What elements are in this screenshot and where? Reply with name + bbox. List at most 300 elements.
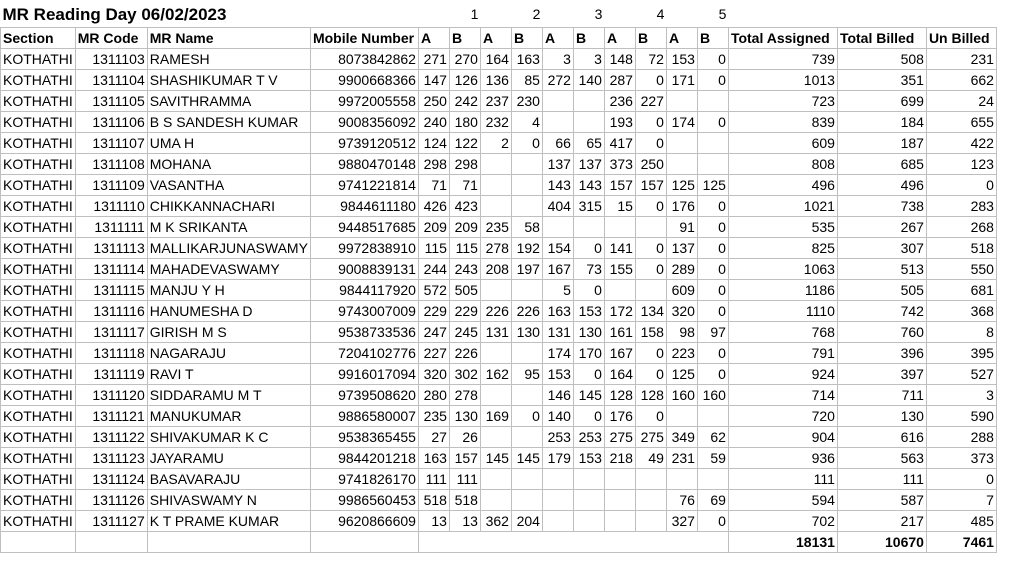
cell-mr-code[interactable]: 1311111 xyxy=(75,217,147,238)
header-total-billed[interactable]: Total Billed xyxy=(837,28,926,49)
cell-mobile-number[interactable]: 9844201218 xyxy=(310,448,418,469)
cell-g4-b[interactable]: 49 xyxy=(635,448,666,469)
cell-g2-b[interactable] xyxy=(511,427,542,448)
cell-total-billed[interactable]: 587 xyxy=(837,490,926,511)
cell-mobile-number[interactable]: 9886580007 xyxy=(310,406,418,427)
cell-total-billed[interactable]: 616 xyxy=(837,427,926,448)
cell-mr-code[interactable]: 1311126 xyxy=(75,490,147,511)
cell-g3-b[interactable]: 170 xyxy=(573,343,604,364)
header-g3-a[interactable]: A xyxy=(542,28,573,49)
empty-cell[interactable] xyxy=(418,532,449,553)
cell-g2-a[interactable] xyxy=(480,175,511,196)
cell-g4-b[interactable]: 0 xyxy=(635,238,666,259)
cell-g5-b[interactable]: 0 xyxy=(697,343,728,364)
cell-g3-b[interactable]: 153 xyxy=(573,301,604,322)
cell-un-billed[interactable]: 681 xyxy=(926,280,996,301)
cell-g2-b[interactable]: 192 xyxy=(511,238,542,259)
cell-total-billed[interactable]: 307 xyxy=(837,238,926,259)
header-mr-name[interactable]: MR Name xyxy=(147,28,310,49)
cell-mr-name[interactable]: HANUMESHA D xyxy=(147,301,310,322)
cell-g1-b[interactable]: 13 xyxy=(449,511,480,532)
cell-g3-a[interactable]: 179 xyxy=(542,448,573,469)
cell-g4-a[interactable]: 15 xyxy=(604,196,635,217)
cell-mr-code[interactable]: 1311104 xyxy=(75,70,147,91)
cell-g3-b[interactable]: 143 xyxy=(573,175,604,196)
cell-g1-b[interactable]: 229 xyxy=(449,301,480,322)
cell-g4-b[interactable] xyxy=(635,511,666,532)
cell-mobile-number[interactable]: 9844117920 xyxy=(310,280,418,301)
cell-g5-b[interactable]: 0 xyxy=(697,70,728,91)
cell-g3-a[interactable]: 272 xyxy=(542,70,573,91)
cell-g1-a[interactable]: 163 xyxy=(418,448,449,469)
cell-g2-a[interactable]: 278 xyxy=(480,238,511,259)
cell-section[interactable]: KOTHATHI xyxy=(1,448,76,469)
cell-g3-a[interactable]: 163 xyxy=(542,301,573,322)
cell-g2-a[interactable]: 362 xyxy=(480,511,511,532)
cell-g3-a[interactable] xyxy=(542,490,573,511)
cell-g2-a[interactable] xyxy=(480,490,511,511)
cell-g1-a[interactable]: 271 xyxy=(418,49,449,70)
cell-g5-a[interactable]: 137 xyxy=(666,238,697,259)
header-un-billed[interactable]: Un Billed xyxy=(926,28,996,49)
cell-mr-code[interactable]: 1311118 xyxy=(75,343,147,364)
cell-g3-b[interactable] xyxy=(573,511,604,532)
cell-g3-a[interactable]: 153 xyxy=(542,364,573,385)
cell-g5-a[interactable]: 231 xyxy=(666,448,697,469)
cell-g1-b[interactable]: 245 xyxy=(449,322,480,343)
cell-g4-a[interactable] xyxy=(604,490,635,511)
cell-g4-a[interactable]: 417 xyxy=(604,133,635,154)
cell-g1-a[interactable]: 247 xyxy=(418,322,449,343)
cell-g3-b[interactable] xyxy=(573,112,604,133)
header-total-assigned[interactable]: Total Assigned xyxy=(728,28,837,49)
header-g4-a[interactable]: A xyxy=(604,28,635,49)
cell-g1-a[interactable]: 13 xyxy=(418,511,449,532)
cell-g5-b[interactable] xyxy=(697,154,728,175)
cell-un-billed[interactable]: 373 xyxy=(926,448,996,469)
cell-g1-a[interactable]: 147 xyxy=(418,70,449,91)
cell-mr-name[interactable]: MAHADEVASWAMY xyxy=(147,259,310,280)
header-g5-b[interactable]: B xyxy=(697,28,728,49)
cell-g5-a[interactable] xyxy=(666,154,697,175)
cell-g4-b[interactable] xyxy=(635,280,666,301)
cell-total-assigned[interactable]: 1063 xyxy=(728,259,837,280)
cell-mobile-number[interactable]: 9538365455 xyxy=(310,427,418,448)
cell-g1-b[interactable]: 302 xyxy=(449,364,480,385)
empty-cell[interactable] xyxy=(310,532,418,553)
cell-g5-a[interactable]: 289 xyxy=(666,259,697,280)
empty-cell[interactable] xyxy=(147,532,310,553)
cell-mr-code[interactable]: 1311117 xyxy=(75,322,147,343)
cell-g4-a[interactable]: 287 xyxy=(604,70,635,91)
cell-g3-a[interactable]: 3 xyxy=(542,49,573,70)
cell-g1-b[interactable]: 130 xyxy=(449,406,480,427)
cell-total-billed[interactable]: 513 xyxy=(837,259,926,280)
cell-g2-b[interactable] xyxy=(511,280,542,301)
cell-g1-a[interactable]: 426 xyxy=(418,196,449,217)
cell-g3-b[interactable] xyxy=(573,469,604,490)
cell-g2-a[interactable]: 232 xyxy=(480,112,511,133)
cell-g5-a[interactable]: 171 xyxy=(666,70,697,91)
cell-mobile-number[interactable]: 9741826170 xyxy=(310,469,418,490)
cell-mr-code[interactable]: 1311108 xyxy=(75,154,147,175)
cell-total-billed[interactable]: 685 xyxy=(837,154,926,175)
cell-g5-b[interactable]: 59 xyxy=(697,448,728,469)
cell-g4-b[interactable]: 0 xyxy=(635,343,666,364)
group-number-1[interactable]: 1 xyxy=(449,2,480,28)
cell-g3-a[interactable]: 154 xyxy=(542,238,573,259)
cell-g2-b[interactable] xyxy=(511,469,542,490)
cell-g1-b[interactable]: 298 xyxy=(449,154,480,175)
cell-mr-code[interactable]: 1311127 xyxy=(75,511,147,532)
cell-g4-a[interactable]: 218 xyxy=(604,448,635,469)
cell-section[interactable]: KOTHATHI xyxy=(1,406,76,427)
cell-mobile-number[interactable]: 9008356092 xyxy=(310,112,418,133)
cell-un-billed[interactable]: 422 xyxy=(926,133,996,154)
cell-total-assigned[interactable]: 594 xyxy=(728,490,837,511)
cell-mr-name[interactable]: CHIKKANNACHARI xyxy=(147,196,310,217)
cell-g5-a[interactable]: 320 xyxy=(666,301,697,322)
header-g2-a[interactable]: A xyxy=(480,28,511,49)
cell-mr-name[interactable]: SHASHIKUMAR T V xyxy=(147,70,310,91)
cell-total-assigned[interactable]: 924 xyxy=(728,364,837,385)
cell-g2-b[interactable]: 197 xyxy=(511,259,542,280)
cell-g5-b[interactable]: 160 xyxy=(697,385,728,406)
cell-g4-a[interactable] xyxy=(604,469,635,490)
cell-g4-a[interactable]: 172 xyxy=(604,301,635,322)
cell-mr-name[interactable]: K T PRAME KUMAR xyxy=(147,511,310,532)
cell-mr-code[interactable]: 1311114 xyxy=(75,259,147,280)
cell-total-assigned[interactable]: 720 xyxy=(728,406,837,427)
cell-g3-b[interactable]: 140 xyxy=(573,70,604,91)
cell-g5-a[interactable]: 609 xyxy=(666,280,697,301)
cell-g2-a[interactable] xyxy=(480,280,511,301)
cell-mr-name[interactable]: SIDDARAMU M T xyxy=(147,385,310,406)
cell-total-billed[interactable]: 760 xyxy=(837,322,926,343)
cell-section[interactable]: KOTHATHI xyxy=(1,511,76,532)
cell-g5-b[interactable]: 0 xyxy=(697,217,728,238)
cell-g3-a[interactable]: 143 xyxy=(542,175,573,196)
cell-g5-b[interactable]: 0 xyxy=(697,511,728,532)
cell-g2-b[interactable]: 230 xyxy=(511,91,542,112)
cell-mr-name[interactable]: RAVI T xyxy=(147,364,310,385)
cell-mobile-number[interactable]: 9739508620 xyxy=(310,385,418,406)
cell-mr-name[interactable]: GIRISH M S xyxy=(147,322,310,343)
cell-un-billed[interactable]: 527 xyxy=(926,364,996,385)
cell-g4-b[interactable]: 0 xyxy=(635,406,666,427)
cell-g4-b[interactable]: 0 xyxy=(635,259,666,280)
cell-g1-b[interactable]: 126 xyxy=(449,70,480,91)
cell-section[interactable]: KOTHATHI xyxy=(1,70,76,91)
cell-g2-b[interactable] xyxy=(511,490,542,511)
cell-g3-b[interactable]: 145 xyxy=(573,385,604,406)
cell-mr-code[interactable]: 1311121 xyxy=(75,406,147,427)
cell-mr-code[interactable]: 1311110 xyxy=(75,196,147,217)
cell-g1-b[interactable]: 71 xyxy=(449,175,480,196)
cell-section[interactable]: KOTHATHI xyxy=(1,112,76,133)
cell-mobile-number[interactable]: 9900668366 xyxy=(310,70,418,91)
cell-g2-b[interactable]: 0 xyxy=(511,406,542,427)
cell-un-billed[interactable]: 662 xyxy=(926,70,996,91)
cell-g2-a[interactable]: 162 xyxy=(480,364,511,385)
empty-cell[interactable] xyxy=(666,532,697,553)
cell-total-assigned[interactable]: 739 xyxy=(728,49,837,70)
cell-mr-name[interactable]: VASANTHA xyxy=(147,175,310,196)
empty-cell[interactable] xyxy=(75,532,147,553)
cell-g3-b[interactable]: 3 xyxy=(573,49,604,70)
cell-un-billed[interactable]: 7 xyxy=(926,490,996,511)
cell-total-assigned[interactable]: 1186 xyxy=(728,280,837,301)
cell-section[interactable]: KOTHATHI xyxy=(1,364,76,385)
cell-g2-b[interactable]: 58 xyxy=(511,217,542,238)
cell-g5-b[interactable]: 125 xyxy=(697,175,728,196)
cell-g1-b[interactable]: 26 xyxy=(449,427,480,448)
cell-g5-a[interactable]: 76 xyxy=(666,490,697,511)
cell-mr-name[interactable]: B S SANDESH KUMAR xyxy=(147,112,310,133)
cell-g4-b[interactable]: 0 xyxy=(635,112,666,133)
cell-g1-a[interactable]: 280 xyxy=(418,385,449,406)
cell-mobile-number[interactable]: 9620866609 xyxy=(310,511,418,532)
cell-g2-a[interactable]: 169 xyxy=(480,406,511,427)
cell-g3-a[interactable]: 66 xyxy=(542,133,573,154)
cell-section[interactable]: KOTHATHI xyxy=(1,301,76,322)
empty-cell[interactable] xyxy=(542,532,573,553)
cell-total-billed[interactable]: 351 xyxy=(837,70,926,91)
cell-g5-b[interactable]: 0 xyxy=(697,364,728,385)
cell-g4-a[interactable]: 373 xyxy=(604,154,635,175)
cell-un-billed[interactable]: 8 xyxy=(926,322,996,343)
cell-g1-b[interactable]: 270 xyxy=(449,49,480,70)
cell-g5-a[interactable]: 153 xyxy=(666,49,697,70)
cell-mobile-number[interactable]: 9448517685 xyxy=(310,217,418,238)
cell-mr-code[interactable]: 1311122 xyxy=(75,427,147,448)
cell-g5-a[interactable] xyxy=(666,469,697,490)
cell-total-assigned[interactable]: 609 xyxy=(728,133,837,154)
cell-g4-a[interactable]: 148 xyxy=(604,49,635,70)
cell-total-billed[interactable]: 496 xyxy=(837,175,926,196)
cell-g1-b[interactable]: 111 xyxy=(449,469,480,490)
cell-g4-a[interactable]: 236 xyxy=(604,91,635,112)
cell-g1-b[interactable]: 518 xyxy=(449,490,480,511)
cell-g5-a[interactable]: 223 xyxy=(666,343,697,364)
cell-g1-a[interactable]: 320 xyxy=(418,364,449,385)
cell-total-billed[interactable]: 187 xyxy=(837,133,926,154)
cell-total-billed[interactable]: 505 xyxy=(837,280,926,301)
cell-mr-name[interactable]: SAVITHRAMMA xyxy=(147,91,310,112)
cell-section[interactable]: KOTHATHI xyxy=(1,280,76,301)
cell-un-billed[interactable]: 123 xyxy=(926,154,996,175)
cell-total-assigned[interactable]: 714 xyxy=(728,385,837,406)
header-g1-a[interactable]: A xyxy=(418,28,449,49)
cell-total-assigned[interactable]: 535 xyxy=(728,217,837,238)
cell-g3-b[interactable]: 253 xyxy=(573,427,604,448)
cell-mobile-number[interactable]: 9741221814 xyxy=(310,175,418,196)
cell-g2-b[interactable]: 0 xyxy=(511,133,542,154)
cell-g4-a[interactable]: 155 xyxy=(604,259,635,280)
cell-section[interactable]: KOTHATHI xyxy=(1,343,76,364)
cell-g1-a[interactable]: 115 xyxy=(418,238,449,259)
cell-mr-name[interactable]: BASAVARAJU xyxy=(147,469,310,490)
cell-g4-a[interactable]: 157 xyxy=(604,175,635,196)
cell-mr-name[interactable]: RAMESH xyxy=(147,49,310,70)
cell-g4-b[interactable] xyxy=(635,469,666,490)
cell-g5-a[interactable]: 160 xyxy=(666,385,697,406)
cell-mr-code[interactable]: 1311106 xyxy=(75,112,147,133)
empty-cell[interactable] xyxy=(449,532,480,553)
cell-g3-a[interactable] xyxy=(542,112,573,133)
cell-g5-b[interactable]: 97 xyxy=(697,322,728,343)
empty-cell[interactable] xyxy=(1,532,76,553)
cell-g3-b[interactable]: 153 xyxy=(573,448,604,469)
cell-g2-b[interactable]: 85 xyxy=(511,70,542,91)
cell-g5-a[interactable] xyxy=(666,91,697,112)
cell-mr-name[interactable]: M K SRIKANTA xyxy=(147,217,310,238)
cell-mobile-number[interactable]: 9972005558 xyxy=(310,91,418,112)
cell-g4-b[interactable]: 72 xyxy=(635,49,666,70)
cell-mr-name[interactable]: MANUKUMAR xyxy=(147,406,310,427)
cell-g2-a[interactable] xyxy=(480,343,511,364)
cell-g4-a[interactable] xyxy=(604,511,635,532)
cell-mr-code[interactable]: 1311116 xyxy=(75,301,147,322)
cell-un-billed[interactable]: 231 xyxy=(926,49,996,70)
cell-g2-b[interactable]: 145 xyxy=(511,448,542,469)
empty-cell[interactable] xyxy=(635,532,666,553)
cell-g5-a[interactable] xyxy=(666,406,697,427)
cell-total-billed[interactable]: 742 xyxy=(837,301,926,322)
cell-total-billed[interactable]: 111 xyxy=(837,469,926,490)
header-g2-b[interactable]: B xyxy=(511,28,542,49)
cell-g5-b[interactable]: 0 xyxy=(697,280,728,301)
cell-un-billed[interactable]: 0 xyxy=(926,469,996,490)
cell-g1-b[interactable]: 242 xyxy=(449,91,480,112)
cell-g3-b[interactable]: 315 xyxy=(573,196,604,217)
cell-section[interactable]: KOTHATHI xyxy=(1,91,76,112)
cell-g3-b[interactable] xyxy=(573,91,604,112)
cell-g1-b[interactable]: 226 xyxy=(449,343,480,364)
cell-section[interactable]: KOTHATHI xyxy=(1,217,76,238)
cell-g4-b[interactable]: 275 xyxy=(635,427,666,448)
cell-g3-a[interactable]: 404 xyxy=(542,196,573,217)
cell-mr-code[interactable]: 1311124 xyxy=(75,469,147,490)
cell-g5-b[interactable]: 0 xyxy=(697,196,728,217)
cell-total-billed[interactable]: 130 xyxy=(837,406,926,427)
cell-g1-a[interactable]: 229 xyxy=(418,301,449,322)
cell-g4-a[interactable] xyxy=(604,217,635,238)
cell-g4-a[interactable]: 193 xyxy=(604,112,635,133)
cell-g4-b[interactable]: 0 xyxy=(635,133,666,154)
empty-cell[interactable] xyxy=(604,532,635,553)
cell-mobile-number[interactable]: 9986560453 xyxy=(310,490,418,511)
cell-g1-a[interactable]: 209 xyxy=(418,217,449,238)
cell-mobile-number[interactable]: 9008839131 xyxy=(310,259,418,280)
cell-section[interactable]: KOTHATHI xyxy=(1,154,76,175)
cell-g5-a[interactable]: 98 xyxy=(666,322,697,343)
cell-g1-a[interactable]: 227 xyxy=(418,343,449,364)
cell-mr-code[interactable]: 1311109 xyxy=(75,175,147,196)
cell-g1-b[interactable]: 278 xyxy=(449,385,480,406)
cell-g1-a[interactable]: 240 xyxy=(418,112,449,133)
cell-mobile-number[interactable]: 9972838910 xyxy=(310,238,418,259)
cell-g3-b[interactable]: 73 xyxy=(573,259,604,280)
cell-g5-a[interactable]: 176 xyxy=(666,196,697,217)
header-g4-b[interactable]: B xyxy=(635,28,666,49)
cell-g3-a[interactable] xyxy=(542,91,573,112)
cell-mr-code[interactable]: 1311120 xyxy=(75,385,147,406)
cell-section[interactable]: KOTHATHI xyxy=(1,49,76,70)
cell-section[interactable]: KOTHATHI xyxy=(1,469,76,490)
cell-mr-name[interactable]: MOHANA xyxy=(147,154,310,175)
empty-cell[interactable] xyxy=(511,532,542,553)
cell-g5-b[interactable] xyxy=(697,406,728,427)
cell-un-billed[interactable]: 550 xyxy=(926,259,996,280)
total-assigned-sum[interactable]: 18131 xyxy=(728,532,837,553)
cell-g2-b[interactable] xyxy=(511,343,542,364)
cell-section[interactable]: KOTHATHI xyxy=(1,322,76,343)
group-number-2[interactable]: 2 xyxy=(511,2,542,28)
header-g1-b[interactable]: B xyxy=(449,28,480,49)
cell-g5-a[interactable]: 91 xyxy=(666,217,697,238)
cell-total-billed[interactable]: 738 xyxy=(837,196,926,217)
cell-g1-a[interactable]: 572 xyxy=(418,280,449,301)
cell-g2-a[interactable] xyxy=(480,427,511,448)
cell-total-assigned[interactable]: 111 xyxy=(728,469,837,490)
cell-g4-b[interactable] xyxy=(635,217,666,238)
cell-total-assigned[interactable]: 839 xyxy=(728,112,837,133)
cell-g1-b[interactable]: 209 xyxy=(449,217,480,238)
cell-g3-b[interactable]: 65 xyxy=(573,133,604,154)
cell-g1-a[interactable]: 27 xyxy=(418,427,449,448)
cell-un-billed[interactable]: 590 xyxy=(926,406,996,427)
cell-g5-b[interactable] xyxy=(697,133,728,154)
cell-g5-b[interactable] xyxy=(697,469,728,490)
cell-mr-name[interactable]: MALLIKARJUNASWAMY xyxy=(147,238,310,259)
cell-total-assigned[interactable]: 936 xyxy=(728,448,837,469)
cell-un-billed[interactable]: 485 xyxy=(926,511,996,532)
cell-section[interactable]: KOTHATHI xyxy=(1,238,76,259)
cell-g1-a[interactable]: 518 xyxy=(418,490,449,511)
cell-g1-b[interactable]: 122 xyxy=(449,133,480,154)
cell-mr-code[interactable]: 1311123 xyxy=(75,448,147,469)
cell-g2-a[interactable]: 145 xyxy=(480,448,511,469)
cell-total-assigned[interactable]: 702 xyxy=(728,511,837,532)
cell-un-billed[interactable]: 24 xyxy=(926,91,996,112)
cell-g1-b[interactable]: 157 xyxy=(449,448,480,469)
cell-mobile-number[interactable]: 9916017094 xyxy=(310,364,418,385)
cell-total-assigned[interactable]: 791 xyxy=(728,343,837,364)
cell-mr-code[interactable]: 1311113 xyxy=(75,238,147,259)
cell-g1-b[interactable]: 505 xyxy=(449,280,480,301)
cell-g2-a[interactable]: 226 xyxy=(480,301,511,322)
cell-mr-code[interactable]: 1311107 xyxy=(75,133,147,154)
cell-total-assigned[interactable]: 768 xyxy=(728,322,837,343)
cell-g2-b[interactable]: 163 xyxy=(511,49,542,70)
cell-g3-a[interactable] xyxy=(542,217,573,238)
cell-total-billed[interactable]: 699 xyxy=(837,91,926,112)
cell-g2-a[interactable] xyxy=(480,154,511,175)
empty-cell[interactable] xyxy=(480,532,511,553)
cell-g3-a[interactable]: 140 xyxy=(542,406,573,427)
cell-un-billed[interactable]: 3 xyxy=(926,385,996,406)
cell-g4-b[interactable]: 157 xyxy=(635,175,666,196)
cell-g4-a[interactable]: 128 xyxy=(604,385,635,406)
cell-un-billed[interactable]: 0 xyxy=(926,175,996,196)
cell-g3-b[interactable]: 130 xyxy=(573,322,604,343)
cell-g2-b[interactable]: 204 xyxy=(511,511,542,532)
cell-g3-a[interactable]: 253 xyxy=(542,427,573,448)
cell-g2-b[interactable]: 130 xyxy=(511,322,542,343)
cell-total-assigned[interactable]: 904 xyxy=(728,427,837,448)
cell-g4-b[interactable]: 158 xyxy=(635,322,666,343)
